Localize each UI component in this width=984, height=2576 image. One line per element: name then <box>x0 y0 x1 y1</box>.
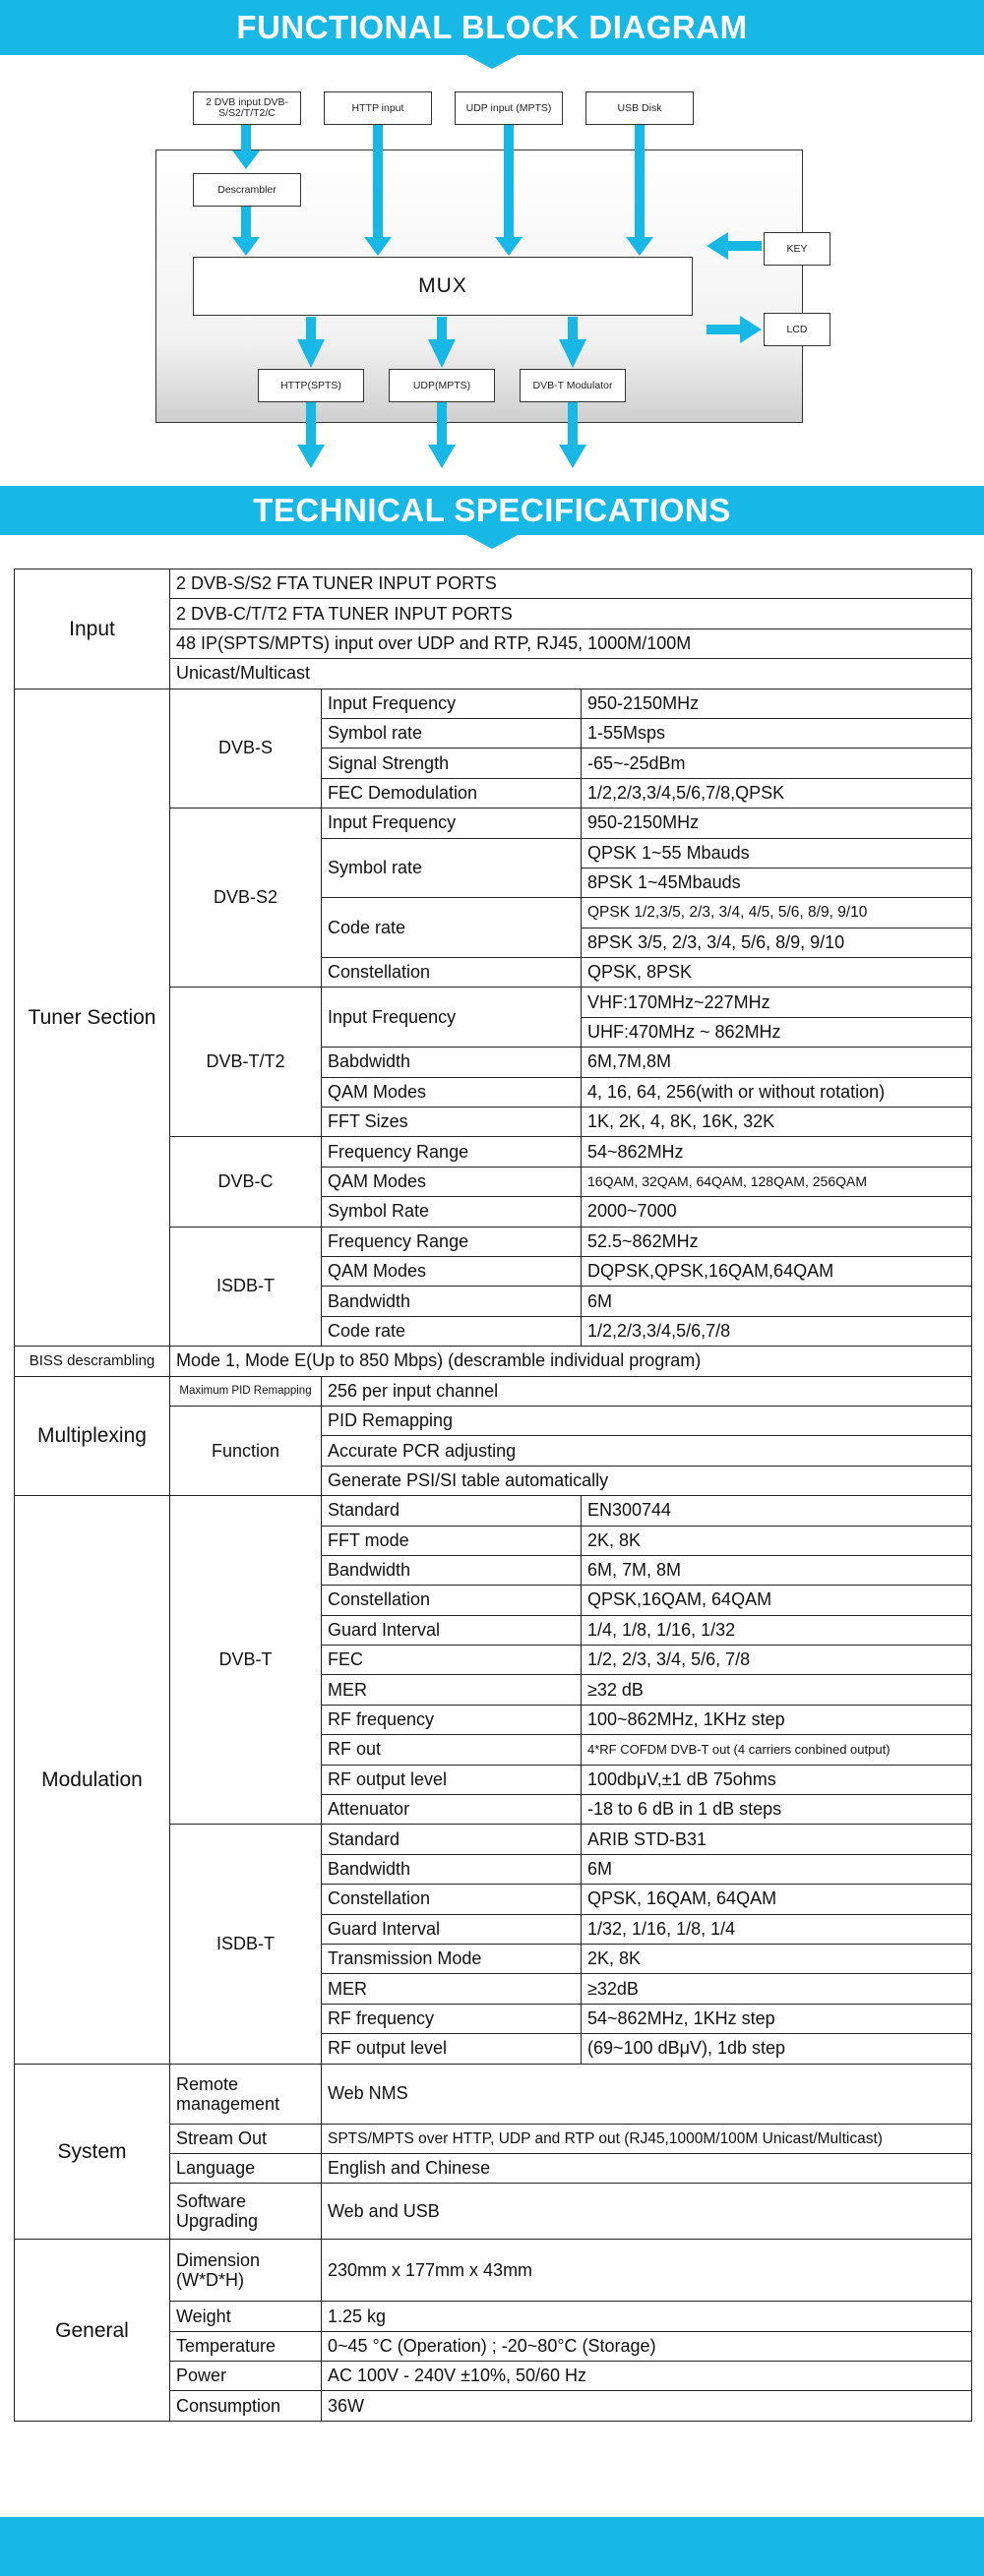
value: Web and USB <box>322 2184 972 2240</box>
value: English and Chinese <box>322 2153 972 2183</box>
http-input-box: HTTP input <box>324 91 432 125</box>
value: QPSK 1~55 Mbauds <box>582 838 972 868</box>
param: Consumption <box>170 2391 322 2421</box>
value: 52.5~862MHz <box>582 1227 972 1256</box>
value: 4, 16, 64, 256(with or without rotation) <box>582 1077 972 1107</box>
value: Web NMS <box>322 2064 972 2124</box>
param: Attenuator <box>322 1795 582 1825</box>
param: Power <box>170 2362 322 2391</box>
sub-label: ISDB-T <box>170 1227 322 1347</box>
param: Weight <box>170 2302 322 2331</box>
table-row <box>15 1376 972 1406</box>
value: AC 100V - 240V ±10%, 50/60 Hz <box>322 2362 972 2391</box>
value: 36W <box>322 2391 972 2421</box>
value: 4*RF COFDM DVB-T out (4 carriers conbined output) <box>582 1735 972 1765</box>
value: 2K, 8K <box>582 1944 972 1973</box>
cell: 2 DVB-C/T/T2 FTA TUNER INPUT PORTS <box>170 599 972 629</box>
value: 100dbμV,±1 dB 75ohms <box>582 1765 972 1794</box>
value: 0~45 °C (Operation) ; -20~80°C (Storage) <box>322 2331 972 2361</box>
lcd-box: LCD <box>764 313 830 346</box>
value: 6M <box>582 1854 972 1884</box>
param: Bandwidth <box>322 1555 582 1585</box>
mux-box: MUX <box>193 257 693 316</box>
value: VHF:170MHz~227MHz <box>582 988 972 1017</box>
param: Remote management <box>170 2064 322 2124</box>
banner-notch <box>466 535 518 549</box>
table-row <box>15 1347 972 1376</box>
value: 54~862MHz, 1KHz step <box>582 2004 972 2033</box>
sub-label: DVB-T <box>170 1496 322 1825</box>
param: Transmission Mode <box>322 1944 582 1973</box>
value: 950-2150MHz <box>582 689 972 718</box>
value: UHF:470MHz ~ 862MHz <box>582 1017 972 1047</box>
param: RF frequency <box>322 1705 582 1734</box>
value: ≥32dB <box>582 1974 972 2004</box>
udp-input-box: UDP input (MPTS) <box>455 91 563 125</box>
sub-label: DVB-S2 <box>170 809 322 988</box>
value: 1/2, 2/3, 3/4, 5/6, 7/8 <box>582 1646 972 1675</box>
param: Code rate <box>322 1316 582 1346</box>
param: Constellation <box>322 958 582 988</box>
value: QPSK, 8PSK <box>582 958 972 988</box>
param: FEC <box>322 1646 582 1675</box>
param: Standard <box>322 1496 582 1526</box>
value: Mode 1, Mode E(Up to 850 Mbps) (descramble individual program) <box>170 1347 972 1376</box>
param: Signal Strength <box>322 749 582 778</box>
param: QAM Modes <box>322 1167 582 1196</box>
dvb-input-box: 2 DVB input DVB-S/S2/T/T2/C <box>193 91 301 125</box>
value: 1/4, 1/8, 1/16, 1/32 <box>582 1615 972 1645</box>
value: 1.25 kg <box>322 2302 972 2331</box>
value: ≥32 dB <box>582 1675 972 1705</box>
table-row <box>15 689 972 718</box>
footer-bar <box>0 2517 984 2576</box>
group-label: Modulation <box>15 1496 170 2064</box>
value: Generate PSI/SI table automatically <box>322 1466 972 1495</box>
table-row <box>15 2064 972 2124</box>
sub-label: DVB-S <box>170 689 322 809</box>
group-label: Tuner Section <box>15 689 170 1347</box>
group-label: General <box>15 2240 170 2422</box>
spec-table <box>14 569 972 2422</box>
value: 6M, 7M, 8M <box>582 1555 972 1585</box>
sub-label: Maximum PID Remapping <box>170 1376 322 1406</box>
value: 54~862MHz <box>582 1137 972 1167</box>
value: 2K, 8K <box>582 1526 972 1555</box>
param: Input Frequency <box>322 988 582 1048</box>
cell: 2 DVB-S/S2 FTA TUNER INPUT PORTS <box>170 569 972 599</box>
value: 16QAM, 32QAM, 64QAM, 128QAM, 256QAM <box>582 1167 972 1196</box>
param: Symbol rate <box>322 838 582 898</box>
param: FFT mode <box>322 1526 582 1555</box>
udp-mpts-box: UDP(MPTS) <box>389 369 495 402</box>
value: 6M <box>582 1287 972 1316</box>
value: (69~100 dBμV), 1db step <box>582 2034 972 2064</box>
param: Bandwidth <box>322 1287 582 1316</box>
param: Stream Out <box>170 2124 322 2153</box>
param: Symbol Rate <box>322 1197 582 1227</box>
table-row <box>15 569 972 599</box>
param: RF output level <box>322 1765 582 1794</box>
param: RF frequency <box>322 2004 582 2033</box>
param: QAM Modes <box>322 1077 582 1107</box>
param: FEC Demodulation <box>322 778 582 808</box>
group-label: System <box>15 2064 170 2240</box>
diagram-arrows <box>0 0 984 492</box>
value: ARIB STD-B31 <box>582 1825 972 1854</box>
value: QPSK 1/2,3/5, 2/3, 3/4, 4/5, 5/6, 8/9, 9/10 <box>582 898 972 928</box>
value: EN300744 <box>582 1496 972 1526</box>
value: QPSK, 16QAM, 64QAM <box>582 1885 972 1914</box>
dvbt-modulator-box: DVB-T Modulator <box>520 369 626 402</box>
value: 8PSK 3/5, 2/3, 3/4, 5/6, 8/9, 9/10 <box>582 928 972 957</box>
param: Language <box>170 2153 322 2183</box>
param: Guard Interval <box>322 1914 582 1944</box>
value: QPSK,16QAM, 64QAM <box>582 1586 972 1615</box>
value: 8PSK 1~45Mbauds <box>582 868 972 897</box>
group-label: BISS descrambling <box>15 1347 170 1376</box>
http-spts-box: HTTP(SPTS) <box>258 369 364 402</box>
param: Frequency Range <box>322 1227 582 1256</box>
param: Dimension (W*D*H) <box>170 2240 322 2302</box>
param: Constellation <box>322 1885 582 1914</box>
group-label: Multiplexing <box>15 1376 170 1496</box>
value: 256 per input channel <box>322 1376 972 1406</box>
usb-disk-box: USB Disk <box>585 91 694 125</box>
key-box: KEY <box>764 232 830 266</box>
param: QAM Modes <box>322 1256 582 1286</box>
sub-label: DVB-T/T2 <box>170 988 322 1137</box>
param: Symbol rate <box>322 718 582 748</box>
value: 1-55Msps <box>582 718 972 748</box>
value: -18 to 6 dB in 1 dB steps <box>582 1795 972 1825</box>
param: Temperature <box>170 2331 322 2361</box>
value: 950-2150MHz <box>582 809 972 838</box>
descrambler-box: Descrambler <box>193 173 301 207</box>
param: Input Frequency <box>322 689 582 718</box>
value: 230mm x 177mm x 43mm <box>322 2240 972 2302</box>
param: Code rate <box>322 898 582 958</box>
tech-spec-title: TECHNICAL SPECIFICATIONS <box>253 492 731 528</box>
param: Input Frequency <box>322 809 582 838</box>
param: Bandwidth <box>322 1854 582 1884</box>
param: FFT Sizes <box>322 1108 582 1137</box>
param: Constellation <box>322 1586 582 1615</box>
value: 1/2,2/3,3/4,5/6,7/8 <box>582 1316 972 1346</box>
value: SPTS/MPTS over HTTP, UDP and RTP out (RJ45,1000M/100M Unicast/Multicast) <box>322 2124 972 2153</box>
sub-label: ISDB-T <box>170 1825 322 2064</box>
value: 6M,7M,8M <box>582 1048 972 1077</box>
table-row <box>15 2240 972 2302</box>
param: Software Upgrading <box>170 2184 322 2240</box>
group-label: Input <box>15 569 170 689</box>
sub-label: Function <box>170 1406 322 1495</box>
param: Frequency Range <box>322 1137 582 1167</box>
sub-label: DVB-C <box>170 1137 322 1227</box>
table-row <box>15 1496 972 1526</box>
value: 1/32, 1/16, 1/8, 1/4 <box>582 1914 972 1944</box>
param: Guard Interval <box>322 1615 582 1645</box>
param: RF out <box>322 1735 582 1765</box>
param: Babdwidth <box>322 1048 582 1077</box>
param: RF output level <box>322 2034 582 2064</box>
value: -65~-25dBm <box>582 749 972 778</box>
cell: 48 IP(SPTS/MPTS) input over UDP and RTP, RJ45, 1000M/100M <box>170 629 972 658</box>
value: PID Remapping <box>322 1406 972 1435</box>
value: 100~862MHz, 1KHz step <box>582 1705 972 1734</box>
param: MER <box>322 1675 582 1705</box>
cell: Unicast/Multicast <box>170 659 972 689</box>
param: MER <box>322 1974 582 2004</box>
block-diagram-title: FUNCTIONAL BLOCK DIAGRAM <box>236 9 748 45</box>
value: DQPSK,QPSK,16QAM,64QAM <box>582 1256 972 1286</box>
value: Accurate PCR adjusting <box>322 1436 972 1466</box>
value: 2000~7000 <box>582 1197 972 1227</box>
value: 1K, 2K, 4, 8K, 16K, 32K <box>582 1108 972 1137</box>
value: 1/2,2/3,3/4,5/6,7/8,QPSK <box>582 778 972 808</box>
param: Standard <box>322 1825 582 1854</box>
